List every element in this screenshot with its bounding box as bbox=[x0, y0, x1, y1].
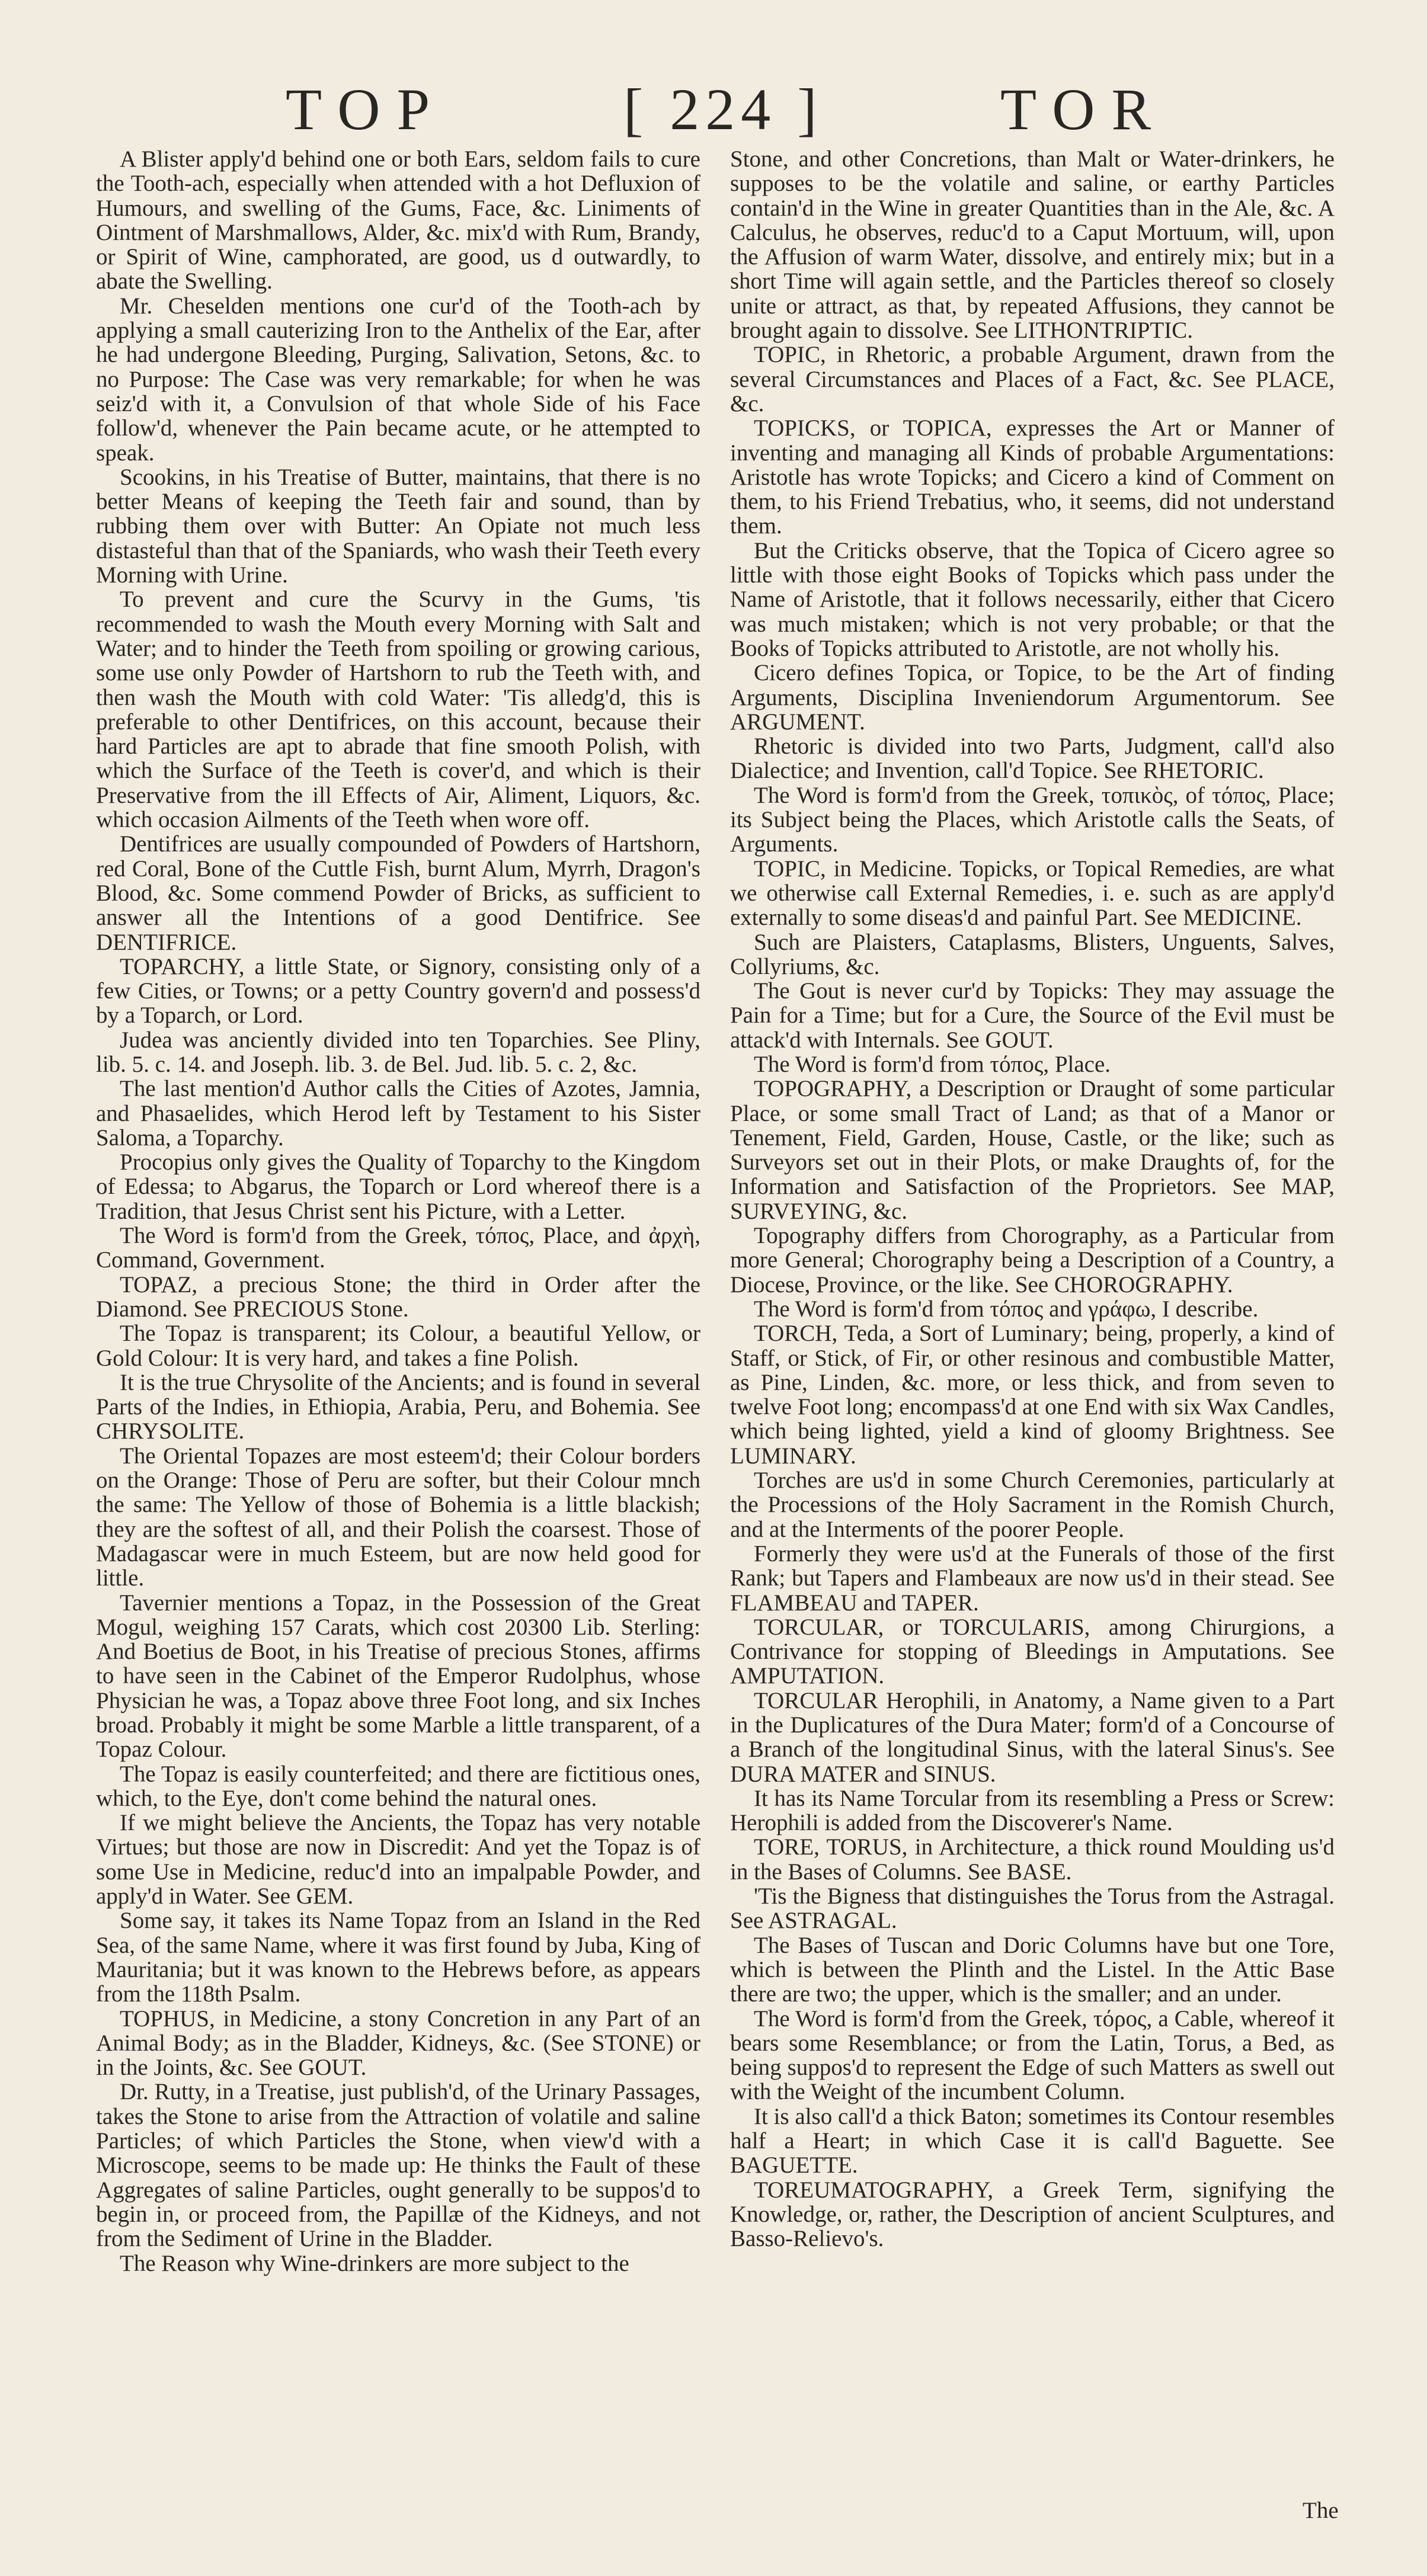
left-column bbox=[96, 147, 700, 2493]
paragraph: It has its Name Torcular from its resembling a Press or Screw: Herophili is added from the Discoverer's Name. bbox=[730, 1785, 1335, 1836]
paragraph: It is the true Chrysolite of the Ancients; and is found in several Parts of the Indies, in Ethiopia, Arabia, Peru, and Bohemia. See CHRYSOLITE. bbox=[96, 1369, 700, 1444]
paragraph: The Word is form'd from the Greek, τόπος, Place, and ἀρχὴ, Command, Government. bbox=[96, 1223, 700, 1273]
paragraph: Rhetoric is divided into two Parts, Judgment, call'd also Dialectice; and Invention, call'd Topice. See RHETORIC. bbox=[730, 733, 1335, 784]
catchword: The bbox=[1303, 2498, 1339, 2523]
page-number: [ 224 ] bbox=[623, 76, 823, 142]
paragraph: Dentifrices are usually compounded of Powders of Hartshorn, red Coral, Bone of the Cuttle Fish, burnt Alum, Myrrh, Dragon's Blood, &c. Some commend Powder of Bricks, as sufficient to answer all the Intentions of a good Dentifrice. See DENTIFRICE. bbox=[96, 831, 700, 955]
paragraph: Such are Plaisters, Cataplasms, Blisters, Unguents, Salves, Collyriums, &c. bbox=[730, 929, 1335, 979]
paragraph: The Topaz is easily counterfeited; and there are fictitious ones, which, to the Eye, don't come behind the natural ones. bbox=[96, 1761, 700, 1811]
paragraph: Some say, it takes its Name Topaz from an Island in the Red Sea, of the same Name, where it was first found by Juba, King of Mauritania; but it was known to the Hebrews before, as appears from the 118th Psalm. bbox=[96, 1908, 700, 2007]
paragraph: Procopius only gives the Quality of Toparchy to the Kingdom of Edessa; to Abgarus, the Toparch or Lord whereof there is a Tradition, that Jesus Christ sent his Picture, with a Letter. bbox=[96, 1149, 700, 1224]
paragraph: TOPICKS, or TOPICA, expresses the Art or Manner of inventing and managing all Kinds of probable Argumentations: Aristotle has wrote Topicks; and Cicero a kind of Comment on them, to his Friend Trebatius, who, it seems, did not understand them. bbox=[730, 415, 1335, 539]
paragraph: Torches are us'd in some Church Ceremonies, particularly at the Processions of the Holy Sacrament in the Romish Church, and at the Interments of the poorer People. bbox=[730, 1468, 1335, 1542]
paragraph: To prevent and cure the Scurvy in the Gums, 'tis recommended to wash the Mouth every Morning with Salt and Water; and to hinder the Teeth from spoiling or growing carious, some use only Powder of Hartshorn to rub the Teeth with, and then wash the Mouth with cold Water: 'Tis alledg'd, this is preferable to other Dentifrices, on this account, because their hard Particles are apt to abrade that fine smooth Polish, with which the Surface of the Teeth is cover'd, and which is their Preservative from the ill Effects of Air, Aliment, Liquors, &c. which occasion Ailments of the Teeth when wore off. bbox=[96, 587, 700, 833]
paragraph: Tavernier mentions a Topaz, in the Possession of the Great Mogul, weighing 157 Carats, which cost 20300 Lib. Sterling: And Boetius de Boot, in his Treatise of precious Stones, affirms to have seen in the Cabinet of the Emperor Rudolphus, whose Physician he was, a Topaz above three Foot long, and six Inches broad. Probably it might be some Marble a little transparent, of a Topaz Colour. bbox=[96, 1590, 700, 1763]
paragraph: The Word is form'd from the Greek, τόρος, a Cable, whereof it bears some Resemblance; or from the Latin, Torus, a Bed, as being suppos'd to represent the Edge of such Matters as swell out with the Weight of the incumbent Column. bbox=[730, 2005, 1335, 2105]
right-column bbox=[730, 147, 1335, 2493]
paragraph: Formerly they were us'd at the Funerals of those of the first Rank; but Tapers and Flambeaux are now us'd in their stead. See FLAMBEAU and TAPER. bbox=[730, 1540, 1335, 1616]
paragraph: Topography differs from Chorography, as a Particular from more General; Chorography being a Description of a Country, a Diocese, Province, or the like. See CHOROGRAPHY. bbox=[730, 1223, 1335, 1297]
entry-topography: TOPOGRAPHY, a Description or Draught of some particular Place, or some small Tract of Land; as that of a Manor or Tenement, Field, Garden, House, Castle, or the like; such as Surveyors set out in their Plots, or make Draughts of, for the Information and Satisfaction of the Proprietors. See MAP, SURVEYING, &c. bbox=[730, 1076, 1335, 1224]
paragraph: The Bases of Tuscan and Doric Columns have but one Tore, which is between the Plinth and the Listel. In the Attic Base there are two; the upper, which is the smaller; and an under. bbox=[730, 1932, 1335, 2007]
entry-toreumatography: TOREUMATOGRAPHY, a Greek Term, signifying the Knowledge, or, rather, the Description of ancient Sculptures, and Basso-Relievo's. bbox=[730, 2177, 1335, 2252]
paragraph: Scookins, in his Treatise of Butter, maintains, that there is no better Means of keeping the Teeth fair and sound, than by rubbing them over with Butter: An Opiate not much less distasteful than that of the Spaniards, who wash their Teeth every Morning with Urine. bbox=[96, 464, 700, 588]
entry-torcular: TORCULAR, or TORCULARIS, among Chirurgions, a Contrivance for stopping of Bleedings in Amputations. See AMPUTATION. bbox=[730, 1614, 1335, 1689]
entry-toparchy: TOPARCHY, a little State, or Signory, consisting only of a few Cities, or Towns; or a petty Country govern'd and possess'd by a Toparch, or Lord. bbox=[96, 953, 700, 1029]
entry-topic-medicine: TOPIC, in Medicine. Topicks, or Topical Remedies, are what we otherwise call External Remedies, i. e. such as are apply'd externally to some diseas'd and painful Part. See MEDICINE. bbox=[730, 856, 1335, 931]
paragraph: The Gout is never cur'd by Topicks: They may assuage the Pain for a Time; but for a Cure, the Source of the Evil must be attack'd with Internals. See GOUT. bbox=[730, 978, 1335, 1053]
paragraph: But the Criticks observe, that the Topica of Cicero agree so little with those eight Books of Topicks which pass under the Name of Aristotle, that it follows necessarily, either that Cicero was much mistaken; which is not very probable; or that the Books of Topicks attributed to Aristotle, are not wholly his. bbox=[730, 537, 1335, 661]
paragraph: A Blister apply'd behind one or both Ears, seldom fails to cure the Tooth-ach, especially when attended with a hot Defluxion of Humours, and swelling of the Gums, Face, &c. Liniments of Ointment of Marshmallows, Alder, &c. mix'd with Rum, Brandy, or Spirit of Wine, camphorated, are good, us d outwardly, to abate the Swelling. bbox=[96, 147, 700, 294]
running-head-right: TOR bbox=[1000, 76, 1168, 142]
paragraph-continued: Stone, and other Concretions, than Malt or Water-drinkers, he supposes to be the volatile and saline, or earthy Particles contain'd in the Wine in greater Quantities than in the Ale, &c. A Calculus, he observes, reduc'd to a Caput Mortuum, will, upon the Affusion of warm Water, dissolve, and entirely mix; but in a short Time will again settle, and the Particles thereof so closely unite or attract, as that, by repeated Affusions, they cannot be brought again to dissolve. See LITHONTRIPTIC. bbox=[730, 147, 1335, 344]
paragraph: Cicero defines Topica, or Topice, to be the Art of finding Arguments, Disciplina Inveniendorum Argumentorum. See ARGUMENT. bbox=[730, 660, 1335, 735]
paragraph: If we might believe the Ancients, the Topaz has very notable Virtues; but those are now in Discredit: And yet the Topaz is of some Use in Medicine, reduc'd into an impalpable Powder, and apply'd in Water. See GEM. bbox=[96, 1810, 700, 1909]
paragraph: Dr. Rutty, in a Treatise, just publish'd, of the Urinary Passages, takes the Stone to arise from the Attraction of volatile and saline Particles; of which Particles the Stone, when view'd with a Microscope, seems to be made up: He thinks the Fault of these Aggregates of saline Particles, ought generally to be suppos'd to begin in, or proceed from, the Papillæ of the Kidneys, and not from the Sediment of Urine in the Bladder. bbox=[96, 2079, 700, 2252]
entry-tore: TORE, TORUS, in Architecture, a thick round Moulding us'd in the Bases of Columns. See BASE. bbox=[730, 1834, 1335, 1885]
paragraph: The Word is form'd from τόπος, Place. bbox=[754, 1051, 1111, 1077]
entry-torch: TORCH, Teda, a Sort of Luminary; being, properly, a kind of Staff, or Stick, of Fir, or other resinous and combustible Matter, as Pine, Linden, &c. more, or less thick, and from seven to twelve Foot long; encompass'd at one End with six Wax Candles, which being lighted, yield a kind of gloomy Brightness. See LUMINARY. bbox=[730, 1321, 1335, 1469]
paragraph: The Reason why Wine-drinkers are more subject to the bbox=[120, 2250, 629, 2276]
paragraph: Judea was anciently divided into ten Toparchies. See Pliny, lib. 5. c. 14. and Joseph. lib. 3. de Bel. Jud. lib. 5. c. 2, &c. bbox=[96, 1027, 700, 1077]
paragraph: It is also call'd a thick Baton; sometimes its Contour resembles half a Heart; in which Case it is call'd Baguette. See BAGUETTE. bbox=[730, 2103, 1335, 2178]
paragraph: The last mention'd Author calls the Cities of Azotes, Jamnia, and Phasaelides, which Herod left by Testament to his Sister Saloma, a Toparchy. bbox=[96, 1076, 700, 1151]
entry-topic: TOPIC, in Rhetoric, a probable Argument, drawn from the several Circumstances and Places of a Fact, &c. See PLACE, &c. bbox=[730, 342, 1335, 416]
running-head-left: TOP bbox=[286, 76, 447, 142]
paragraph: The Word is form'd from the Greek, τοπικὸς, of τόπος, Place; its Subject being the Places, which Aristotle calls the Seats, of Arguments. bbox=[730, 782, 1335, 857]
paragraph: The Topaz is transparent; its Colour, a beautiful Yellow, or Gold Colour: It is very hard, and takes a fine Polish. bbox=[96, 1321, 700, 1371]
entry-topaz: TOPAZ, a precious Stone; the third in Order after the Diamond. See PRECIOUS Stone. bbox=[96, 1271, 700, 1322]
paragraph: The Oriental Topazes are most esteem'd; their Colour borders on the Orange: Those of Peru are softer, but their Colour mnch the same: The Yellow of those of Bohemia is a little blackish; they are the softest of all, and their Polish the coarsest. Those of Madagascar were in much Esteem, but are now held good for little. bbox=[96, 1443, 700, 1591]
paragraph: 'Tis the Bigness that distinguishes the Torus from the Astragal. See ASTRAGAL. bbox=[730, 1883, 1335, 1934]
paragraph: TORCULAR Herophili, in Anatomy, a Name given to a Part in the Duplicatures of the Dura Mater; form'd of a Concourse of a Branch of the longitudinal Sinus, with the lateral Sinus's. See DURA MATER and SINUS. bbox=[730, 1687, 1335, 1787]
paragraph: Mr. Cheselden mentions one cur'd of the Tooth-ach by applying a small cauterizing Iron to the Anthelix of the Ear, after he had undergone Bleeding, Purging, Salivation, Setons, &c. to no Purpose: The Case was very remarkable; for when he was seiz'd with it, a Convulsion of that whole Side of his Face follow'd, whenever the Pain became acute, or he attempted to speak. bbox=[96, 293, 700, 466]
paragraph: The Word is form'd from τόπος and γράφω, I describe. bbox=[754, 1296, 1259, 1322]
entry-tophus: TOPHUS, in Medicine, a stony Concretion in any Part of an Animal Body; as in the Bladder, Kidneys, &c. (See STONE) or in the Joints, &c. See GOUT. bbox=[96, 2005, 700, 2081]
